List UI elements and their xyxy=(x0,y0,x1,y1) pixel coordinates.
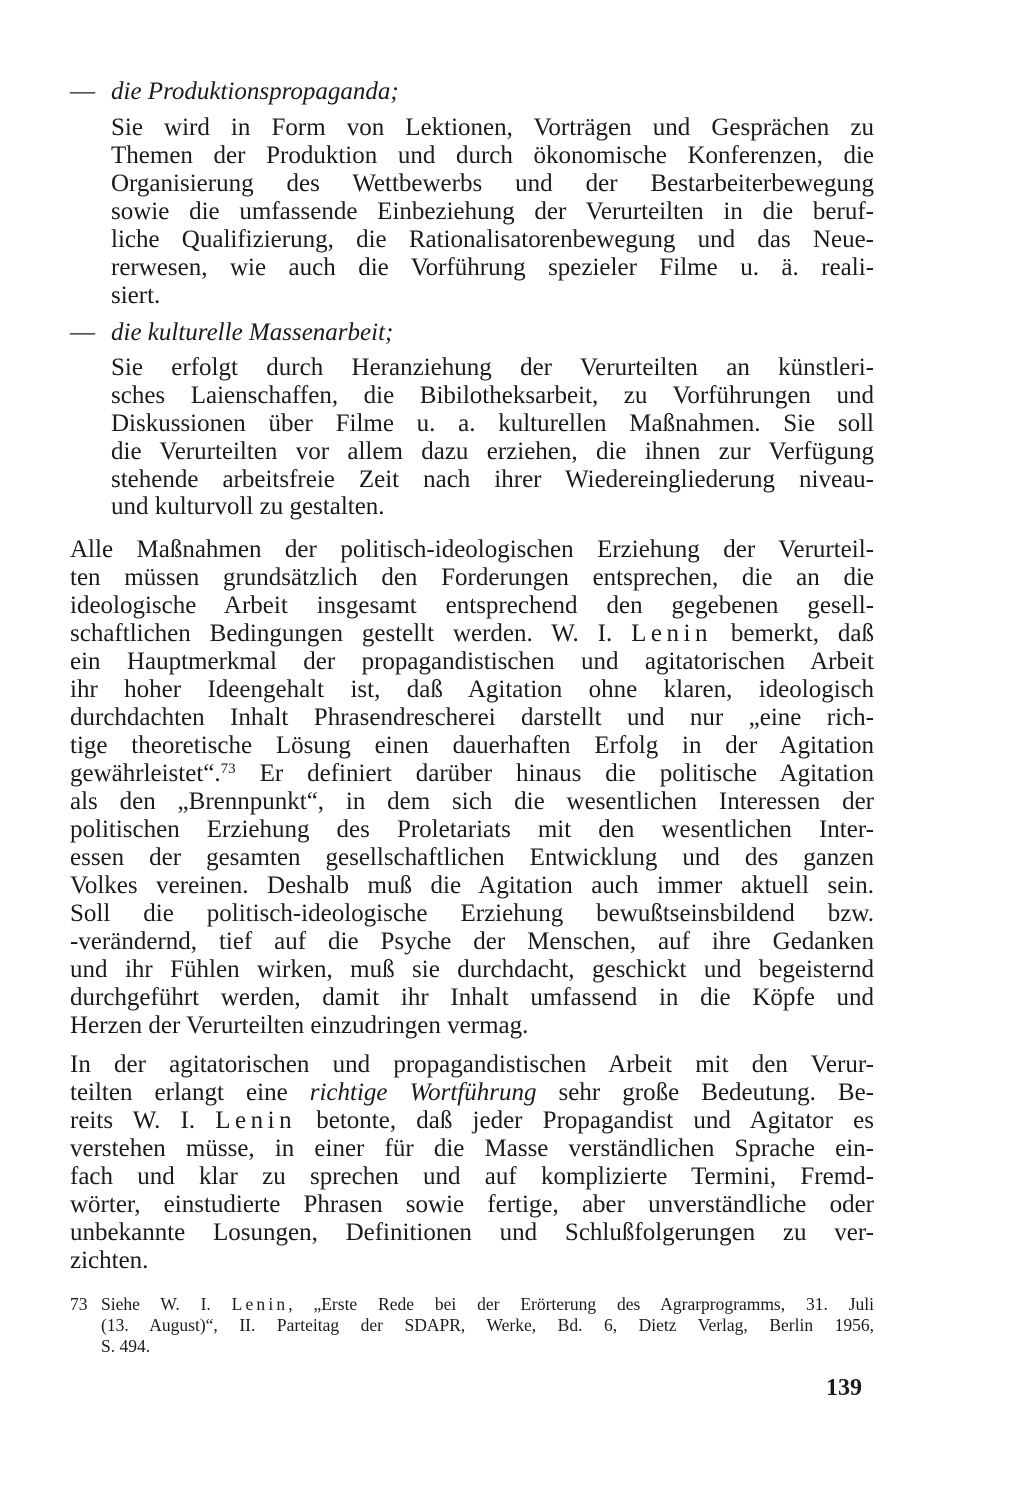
text-line: tige theoretische Lösung einen dauerhaften Erfolg in der Agitation xyxy=(70,732,874,759)
footnote-number: 73 xyxy=(70,1294,88,1314)
text-line: sches Laienschaffen, die Bibilotheksarbeit, zu Vorführungen und xyxy=(111,382,874,409)
text-line: liche Qualifizierung, die Rationalisatorenbewegung und das Neue- xyxy=(111,226,874,253)
text-line: Herzen der Verurteilten einzudringen vermag. xyxy=(70,1012,529,1039)
text-line: als den „Brennpunkt“, in dem sich die wesentlichen Interessen der xyxy=(70,788,874,815)
text-line: Sie erfolgt durch Heranziehung der Verurteilten an künstleri- xyxy=(111,354,874,381)
author-name: Lenin xyxy=(231,1294,289,1314)
emphasis-text: richtige Wortführung xyxy=(309,1079,537,1106)
text-line: teilten erlangt eine richtige Wortführung sehr große Bedeutung. Be- xyxy=(70,1079,874,1106)
footnote-ref: 73 xyxy=(220,760,236,777)
text-line: reits W. I. Lenin betonte, daß jeder Propagandist und Agitator es xyxy=(70,1107,874,1134)
text-line: rerwesen, wie auch die Vorführung spezieler Filme u. ä. reali- xyxy=(111,254,874,281)
footnote-line: Siehe W. I. Lenin, „Erste Rede bei der Erörterung des Agrarprogramms, 31. Juli xyxy=(101,1294,875,1314)
text-line: ein Hauptmerkmal der propagandistischen und agitatorischen Arbeit xyxy=(70,648,874,675)
text-line: und kulturvoll zu gestalten. xyxy=(111,493,385,520)
text-line: stehende arbeitsfreie Zeit nach ihrer Wiedereingliederung niveau- xyxy=(111,466,874,493)
text-line: wörter, einstudierte Phrasen sowie fertige, aber unverständliche oder xyxy=(70,1191,874,1218)
list-item-heading: die kulturelle Massenarbeit; xyxy=(111,319,394,346)
author-name: Lenin xyxy=(631,620,712,647)
text-line: ihr hoher Ideengehalt ist, daß Agitation ohne klaren, ideologisch xyxy=(70,676,874,703)
text-line: fach und klar zu sprechen und auf komplizierte Termini, Fremd- xyxy=(70,1163,874,1190)
text-line: politischen Erziehung des Proletariats mit den wesentlichen Inter- xyxy=(70,816,874,843)
text-line: Organisierung des Wettbewerbs und der Bestarbeiterbewegung xyxy=(111,170,874,197)
text-line: essen der gesamten gesellschaftlichen Entwicklung und des ganzen xyxy=(70,844,874,871)
list-dash: — xyxy=(70,319,95,346)
text-line: und ihr Fühlen wirken, muß sie durchdacht, geschickt und begeisternd xyxy=(70,956,874,983)
text-line: Themen der Produktion und durch ökonomische Konferenzen, die xyxy=(111,142,874,169)
text-line: -verändernd, tief auf die Psyche der Menschen, auf ihre Gedanken xyxy=(70,928,874,955)
text-line: Soll die politisch-ideologische Erziehung bewußtseinsbildend bzw. xyxy=(70,900,874,927)
text-line: verstehen müsse, in einer für die Masse verständlichen Sprache ein- xyxy=(70,1135,874,1162)
text-line: unbekannte Losungen, Definitionen und Schlußfolgerungen zu ver- xyxy=(70,1219,874,1246)
text-line: durchgeführt werden, damit ihr Inhalt umfassend in die Köpfe und xyxy=(70,984,874,1011)
text-line: Alle Maßnahmen der politisch-ideologischen Erziehung der Verurteil- xyxy=(70,536,874,563)
text-line: die Verurteilten vor allem dazu erziehen, die ihnen zur Verfügung xyxy=(111,438,874,465)
list-item-heading: die Produktionspropaganda; xyxy=(111,78,399,105)
text-line: siert. xyxy=(111,282,161,309)
text-line: Volkes vereinen. Deshalb muß die Agitation auch immer aktuell sein. xyxy=(70,872,874,899)
text-line: zichten. xyxy=(70,1247,149,1274)
text-line: Diskussionen über Filme u. a. kulturellen Maßnahmen. Sie soll xyxy=(111,410,874,437)
author-name: Lenin xyxy=(215,1107,297,1134)
text-line: sowie die umfassende Einbeziehung der Verurteilten in die beruf- xyxy=(111,198,874,225)
text-line: In der agitatorischen und propagandistischen Arbeit mit den Verur- xyxy=(70,1051,874,1078)
text-line: durchdachten Inhalt Phrasendrescherei darstellt und nur „eine rich- xyxy=(70,704,874,731)
footnote-line: (13. August)“, II. Parteitag der SDAPR, Werke, Bd. 6, Dietz Verlag, Berlin 1956, xyxy=(101,1315,874,1335)
list-dash: — xyxy=(70,78,95,105)
text-line: Sie wird in Form von Lektionen, Vorträgen und Gesprächen zu xyxy=(111,114,874,141)
text-line: ideologische Arbeit insgesamt entsprechend den gegebenen gesell- xyxy=(70,592,874,619)
text-line: schaftlichen Bedingungen gestellt werden. W. I. Lenin bemerkt, daß xyxy=(70,620,874,647)
text-line: ten müssen grundsätzlich den Forderungen entsprechen, die an die xyxy=(70,564,874,591)
text-line: gewährleistet“.$^{73}$ Er definiert darüber hinaus die politische Agitation xyxy=(70,760,874,787)
page-number: 139 xyxy=(826,1375,862,1401)
footnote-line: S. 494. xyxy=(101,1336,151,1356)
